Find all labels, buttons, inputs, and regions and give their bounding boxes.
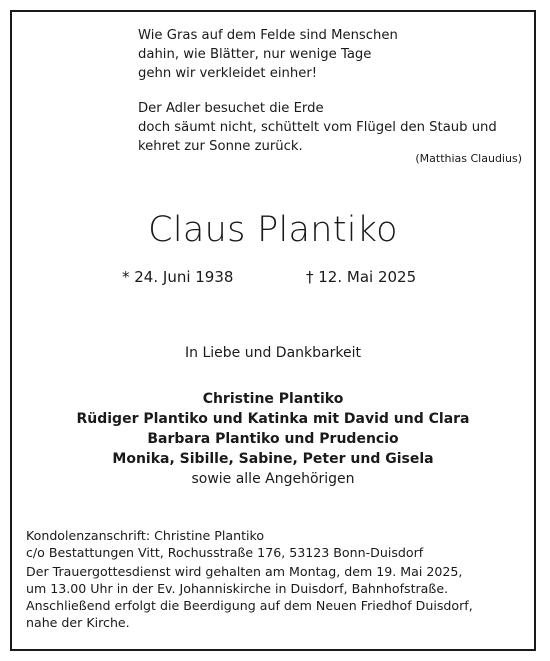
poem-line: Wie Gras auf dem Felde sind Menschen bbox=[138, 28, 398, 43]
poem-stanza-1 bbox=[138, 26, 528, 83]
condolence-line: c/o Bestattungen Vitt, Rochusstraße 176, 53123 Bonn-Duisdorf bbox=[26, 545, 424, 560]
obituary-frame bbox=[10, 10, 536, 651]
service-info bbox=[26, 563, 532, 631]
service-line: nahe der Kirche. bbox=[26, 615, 130, 630]
poem-stanza-2 bbox=[138, 99, 528, 156]
mourner-name: Christine Plantiko bbox=[202, 391, 344, 407]
poem-line: Der Adler besuchet die Erde bbox=[138, 101, 324, 116]
poem-line: dahin, wie Blätter, nur wenige Tage bbox=[138, 47, 372, 62]
deceased-name: Claus Plantiko bbox=[148, 210, 398, 250]
service-line: Der Trauergottesdienst wird gehalten am Montag, dem 19. Mai 2025, bbox=[26, 564, 463, 579]
thanks-line: In Liebe und Dankbarkeit bbox=[185, 345, 361, 361]
poem-line: doch säumt nicht, schüttelt vom Flügel den Staub und bbox=[138, 120, 497, 135]
poem-line: gehn wir verkleidet einher! bbox=[138, 66, 318, 81]
mourners-list bbox=[12, 389, 534, 489]
condolence-address bbox=[26, 527, 532, 561]
relatives-line: sowie alle Angehörigen bbox=[191, 471, 355, 487]
poem-attribution: (Matthias Claudius) bbox=[415, 152, 522, 165]
poem bbox=[138, 26, 528, 172]
service-line: Anschließend erfolgt die Beerdigung auf dem Neuen Friedhof Duisdorf, bbox=[26, 598, 473, 613]
mourner-name: Rüdiger Plantiko und Katinka mit David und Clara bbox=[76, 411, 470, 427]
mourner-name: Barbara Plantiko und Prudencio bbox=[147, 431, 399, 447]
poem-line: kehret zur Sonne zurück. bbox=[138, 139, 303, 154]
condolence-line: Kondolenzanschrift: Christine Plantiko bbox=[26, 528, 265, 543]
footer-notice bbox=[26, 527, 532, 633]
service-line: um 13.00 Uhr in der Ev. Johanniskirche in Duisdorf, Bahnhofstraße. bbox=[26, 581, 449, 596]
mourner-name: Monika, Sibille, Sabine, Peter und Gisela bbox=[112, 451, 434, 467]
death-date: † 12. Mai 2025 bbox=[306, 268, 417, 286]
birth-date: * 24. Juni 1938 bbox=[122, 268, 234, 286]
